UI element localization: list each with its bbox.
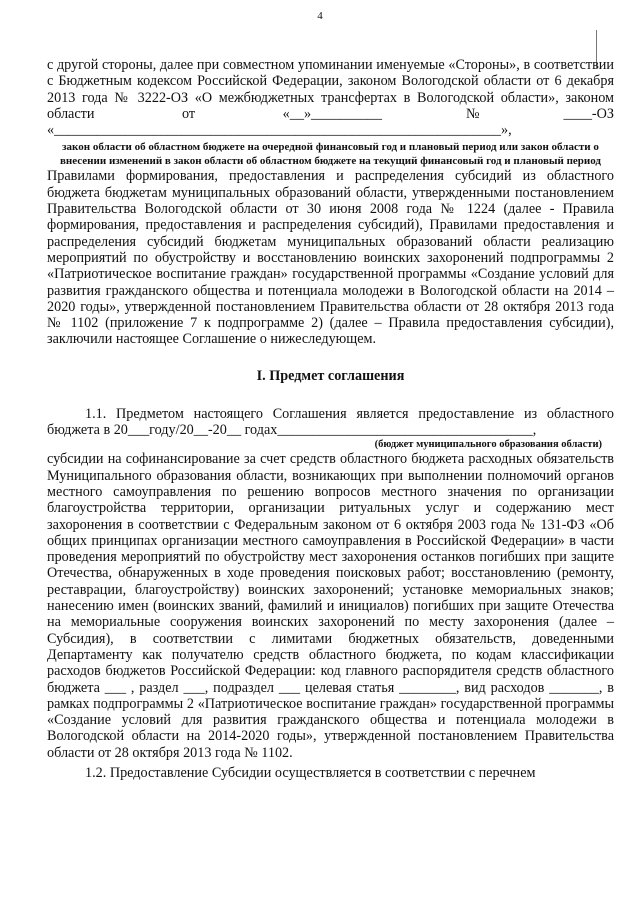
intro-paragraph-1: с другой стороны, далее при совместном упоминании именуемые «Стороны», в соответствии с Бюджетным кодексом Российской Федерации, законом Вологодской области от 6 декабря 2013 года № 3222-ОЗ «О межбюджетных трансфертах в Вологодской области», законом области от «__»__________№____-ОЗ «_______________________________________________________________», xyxy=(47,57,614,139)
clause-1-1-body: субсидии на софинансирование за счет средств областного бюджета расходных обязательств Муниципального образования области, возникающих при выполнении полномочий органов местного самоуправления по решению вопросов местного значения по организации благоустройства территории, организации ритуальных услуг и содержанию мест захоронения в соответствии с Федеральным законом от 6 октября 2003 года № 131-ФЗ «Об общих принципах организации местного самоуправления в Российской Федерации» в части проведения мероприятий по обустройству мест захоронения останков погибших при защите Отечества, обнаруженных в ходе проведения поисковых работ; восстановлению (ремонту, реставрации, благоустройству) воинских захоронений; установке мемориальных знаков; нанесению имен (воинских званий, фамилий и инициалов) погибших при защите Отечества на мемориальные сооружения воинских захоронений по месту захоронения (далее – Субсидия), в соответствии с лимитами бюджетных обязательств, доведенными Департаменту как получателю средств областного бюджета, по кодам классификации расходов бюджетов Российской Федерации: код главного распорядителя средств областного бюджета ___ , раздел ___, подраздел ___ целевая статья ________, вид расходов _______, в рамках подпрограммы 2 «Патриотическое воспитание граждан» государственной программы «Создание условий для развития гражданского общества и потенциала молодежи в Вологодской области на 2014-2020 годы», утвержденной постановлением Правительства области от 28 октября 2013 года № 1102. xyxy=(47,451,614,761)
law-footnote: закон области об областном бюджете на очередной финансовый год и плановый период или закон области о внесении изменений в закон области об областном бюджете на текущий финансовый год и плановый период xyxy=(59,141,601,168)
intro-paragraph-2: Правилами формирования, предоставления и распределения субсидий из областного бюджета бюджетам муниципальных образований области, утвержденными постановлением Правительства Вологодской области от 30 июня 2008 года № 1224 (далее - Правила формирования, предоставления и распределения субсидий), Правилами предоставления и распределения субсидий бюджетам муниципальных образований области реализацию мероприятий по обустройству и восстановлению воинских захоронений подпрограммы 2 «Патриотическое воспитание граждан» государственной программы «Создание условий для развития гражданского общества и потенциала молодежи в Вологодской области на 2014 – 2020 годы», утвержденной постановлением Правительства области от 28 октября 2013 года № 1102 (приложение 7 к подпрограмме 2) (далее – Правила предоставления субсидии), заключили настоящее Соглашение о нижеследующем. xyxy=(47,168,614,348)
section-title: I. Предмет соглашения xyxy=(256,367,405,384)
clause-1-1-start: 1.1. Предметом настоящего Соглашения является предоставление из областного бюджета в 20___году/20__-20__ годах____________________________________, xyxy=(47,405,614,439)
document-body xyxy=(47,57,614,781)
clause-1-2: 1.2. Предоставление Субсидии осуществляется в соответствии с перечнем xyxy=(85,764,536,781)
page-number: 4 xyxy=(317,10,323,22)
budget-footnote: (бюджет муниципального образования области) xyxy=(374,439,602,451)
